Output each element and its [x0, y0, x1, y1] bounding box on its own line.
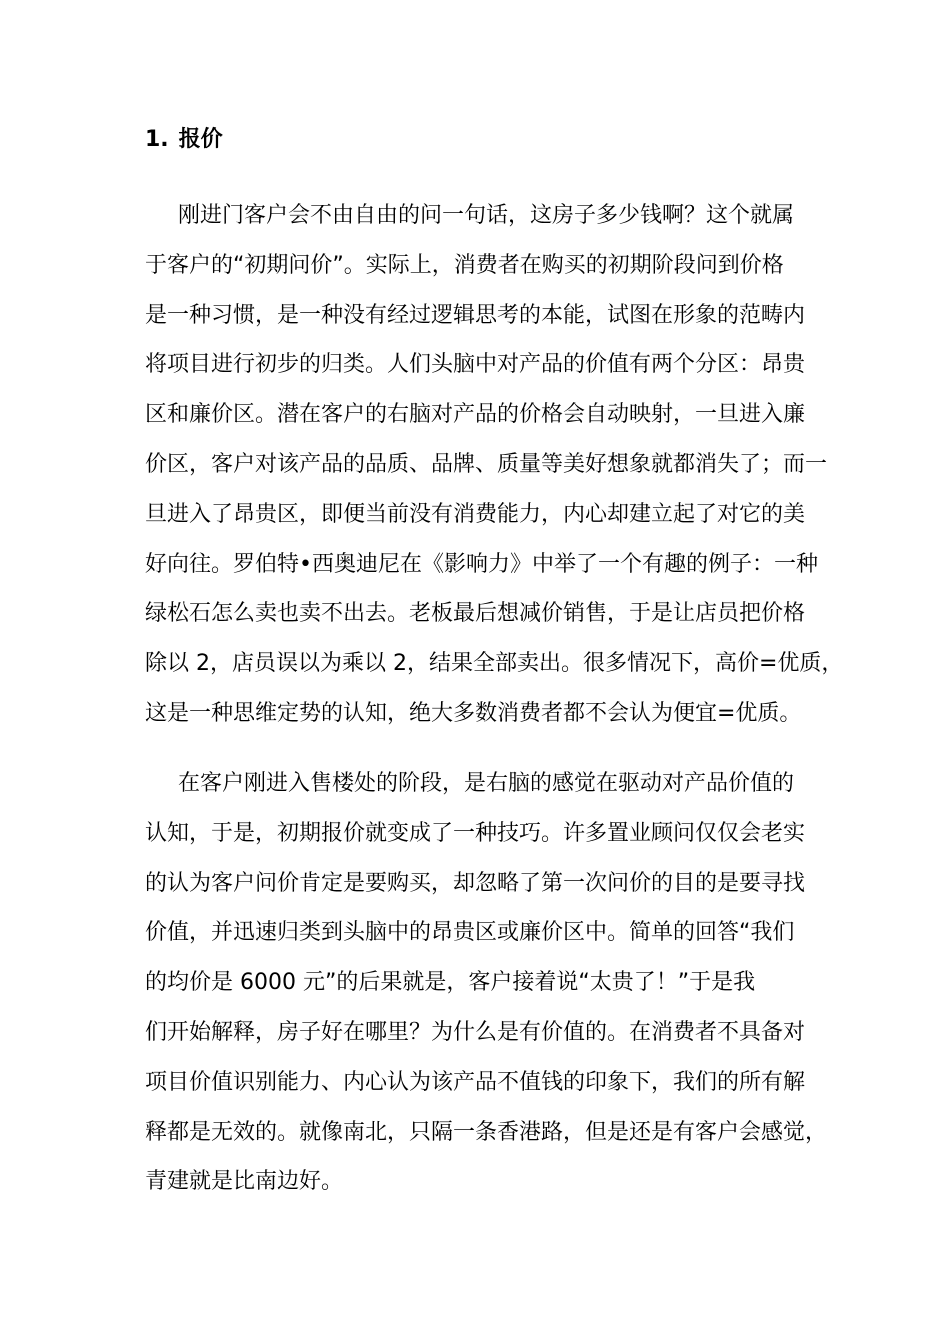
paragraph-line: 的认为客户问价肯定是要购买，却忽略了第一次问价的目的是要寻找: [145, 870, 806, 896]
paragraph-line: 区和廉价区。潜在客户的右脑对产品的价格会自动映射，一旦进入廉: [145, 402, 806, 428]
paragraph-line: 这是一种思维定势的认知，绝大多数消费者都不会认为便宜=优质。: [145, 700, 802, 726]
paragraph-line: 将项目进行初步的归类。人们头脑中对产品的价值有两个分区：昂贵: [145, 352, 806, 378]
section-heading: [145, 122, 223, 158]
paragraph-line: 项目价值识别能力、内心认为该产品不值钱的印象下，我们的所有解: [145, 1069, 806, 1095]
paragraph-line: 青建就是比南边好。: [145, 1169, 344, 1195]
paragraph-line: 于客户的“初期问价”。实际上，消费者在购买的初期阶段问到价格: [145, 252, 784, 278]
paragraph-line: 价区，客户对该产品的品质、品牌、质量等美好想象就都消失了；而一: [145, 451, 828, 477]
paragraph-line: 认知，于是，初期报价就变成了一种技巧。许多置业顾问仅仅会老实: [145, 820, 806, 846]
paragraph-line: 绿松石怎么卖也卖不出去。老板最后想减价销售，于是让店员把价格: [145, 601, 806, 627]
paragraph-line: 释都是无效的。就像南北，只隔一条香港路，但是还是有客户会感觉，: [145, 1119, 828, 1145]
paragraph-line: 的均价是 6000 元”的后果就是，客户接着说“太贵了！”于是我: [145, 970, 756, 996]
paragraph-line: 们开始解释，房子好在哪里？为什么是有价值的。在消费者不具备对: [145, 1019, 806, 1045]
paragraph-line: 除以 2，店员误以为乘以 2，结果全部卖出。很多情况下，高价=优质，: [145, 651, 844, 677]
paragraph-line: 价值，并迅速归类到头脑中的昂贵区或廉价区中。简单的回答“我们: [145, 920, 795, 946]
section-number: 1.: [145, 127, 169, 152]
paragraph-2: [145, 759, 828, 1207]
section-title: 报价: [178, 127, 223, 152]
paragraph-line: 旦进入了昂贵区，即便当前没有消费能力，内心却建立起了对它的美: [145, 501, 806, 527]
paragraph-line: 是一种习惯，是一种没有经过逻辑思考的本能，试图在形象的范畴内: [145, 302, 806, 328]
paragraph-line: 好向往。罗伯特•西奥迪尼在《影响力》中举了一个有趣的例子：一种: [145, 551, 818, 577]
paragraph-line: 在客户刚进入售楼处的阶段，是右脑的感觉在驱动对产品价值的: [178, 771, 795, 796]
paragraph-line: 刚进门客户会不由自由的问一句话，这房子多少钱啊？这个就属: [178, 203, 795, 228]
paragraph-1: [145, 191, 844, 739]
